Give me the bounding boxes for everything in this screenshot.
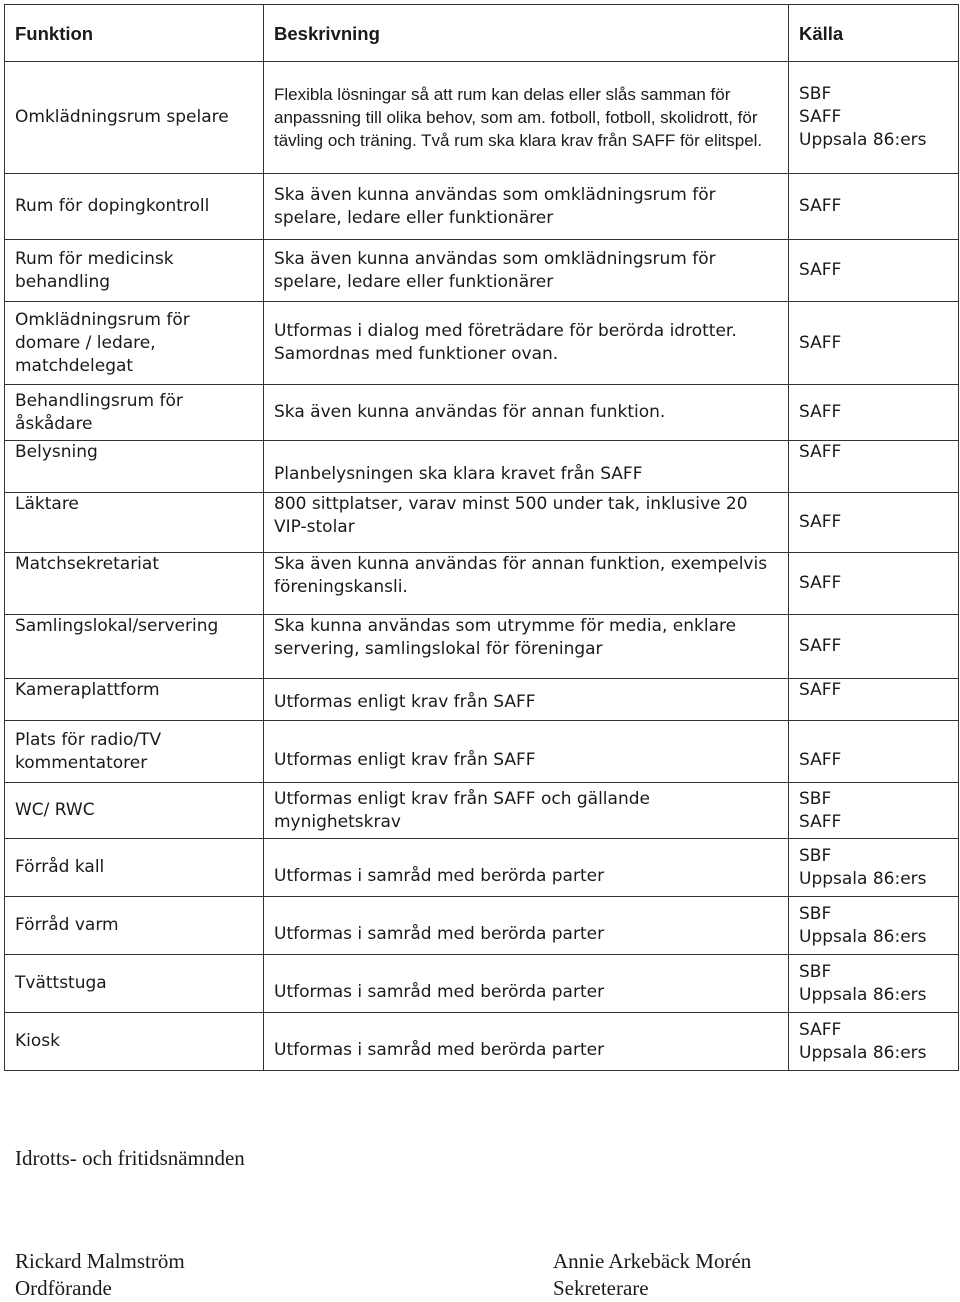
cell-kalla: SAFF xyxy=(789,240,959,302)
cell-beskrivning: Ska även kunna användas som omklädningsrum för spelare, ledare eller funktionärer xyxy=(264,240,789,302)
chair-title: Ordförande xyxy=(15,1276,112,1300)
header-kalla: Källa xyxy=(789,5,959,62)
cell-funktion: Behandlingsrum för åskådare xyxy=(5,385,264,441)
cell-beskrivning: Planbelysningen ska klara kravet från SAFF xyxy=(264,441,789,493)
cell-funktion: Plats för radio/TV kommentatorer xyxy=(5,721,264,783)
cell-beskrivning: Ska kunna användas som utrymme för media, enklare servering, samlingslokal för föreningar xyxy=(264,615,789,679)
cell-funktion: Kiosk xyxy=(5,1013,264,1071)
cell-kalla: SAFF xyxy=(789,302,959,385)
cell-funktion: Belysning xyxy=(5,441,264,493)
table-row xyxy=(5,240,959,302)
chair-name: Rickard Malmström xyxy=(15,1249,185,1273)
cell-funktion: Matchsekretariat xyxy=(5,553,264,615)
table-row xyxy=(5,553,959,615)
cell-funktion: Omklädningsrum spelare xyxy=(5,62,264,174)
cell-beskrivning: Utformas i dialog med företrädare för berörda idrotter. Samordnas med funktioner ovan. xyxy=(264,302,789,385)
cell-funktion: Läktare xyxy=(5,493,264,553)
cell-kalla: SAFF xyxy=(789,493,959,553)
cell-kalla: SAFF Uppsala 86:ers xyxy=(789,1013,959,1071)
cell-kalla: SAFF xyxy=(789,553,959,615)
cell-beskrivning: Utformas enligt krav från SAFF xyxy=(264,679,789,721)
cell-kalla: SBF SAFF xyxy=(789,783,959,839)
cell-kalla: SBF Uppsala 86:ers xyxy=(789,839,959,897)
cell-kalla: SAFF xyxy=(789,174,959,240)
footer-organization: Idrotts- och fritidsnämnden xyxy=(15,1146,245,1170)
cell-beskrivning: Utformas i samråd med berörda parter xyxy=(264,839,789,897)
cell-funktion: Rum för dopingkontroll xyxy=(5,174,264,240)
cell-kalla: SAFF xyxy=(789,441,959,493)
cell-beskrivning: Utformas i samråd med berörda parter xyxy=(264,897,789,955)
table-row xyxy=(5,721,959,783)
function-table xyxy=(4,4,959,1071)
secretary-name: Annie Arkebäck Morén xyxy=(553,1249,752,1273)
cell-kalla: SBF Uppsala 86:ers xyxy=(789,955,959,1013)
cell-kalla: SAFF xyxy=(789,615,959,679)
cell-beskrivning: Ska även kunna användas som omklädningsrum för spelare, ledare eller funktionärer xyxy=(264,174,789,240)
cell-kalla: SAFF xyxy=(789,679,959,721)
header-beskrivning: Beskrivning xyxy=(264,5,789,62)
cell-beskrivning: Utformas enligt krav från SAFF och gällande mynighetskrav xyxy=(264,783,789,839)
signature-chair xyxy=(15,1248,185,1302)
cell-beskrivning: 800 sittplatser, varav minst 500 under tak, inklusive 20 VIP-stolar xyxy=(264,493,789,553)
table-row xyxy=(5,783,959,839)
cell-beskrivning: Utformas i samråd med berörda parter xyxy=(264,955,789,1013)
cell-funktion: Tvättstuga xyxy=(5,955,264,1013)
table-row xyxy=(5,955,959,1013)
cell-kalla: SBF Uppsala 86:ers xyxy=(789,897,959,955)
signature-secretary xyxy=(553,1248,751,1302)
cell-funktion: WC/ RWC xyxy=(5,783,264,839)
cell-beskrivning: Ska även kunna användas för annan funktion, exempelvis föreningskansli. xyxy=(264,553,789,615)
table-row xyxy=(5,1013,959,1071)
cell-beskrivning: Flexibla lösningar så att rum kan delas eller slås samman för anpassning till olika behov, som am. fotboll, fotboll, skolidrott, för tävling och träning. Två rum ska klara krav från SAFF för elitspel. xyxy=(264,62,789,174)
header-funktion: Funktion xyxy=(5,5,264,62)
cell-beskrivning: Utformas i samråd med berörda parter xyxy=(264,1013,789,1071)
table-row xyxy=(5,62,959,174)
table-row xyxy=(5,385,959,441)
cell-beskrivning: Ska även kunna användas för annan funktion. xyxy=(264,385,789,441)
table-row xyxy=(5,441,959,493)
table-row xyxy=(5,615,959,679)
cell-funktion: Förråd varm xyxy=(5,897,264,955)
cell-funktion: Rum för medicinsk behandling xyxy=(5,240,264,302)
cell-funktion: Förråd kall xyxy=(5,839,264,897)
cell-beskrivning: Utformas enligt krav från SAFF xyxy=(264,721,789,783)
cell-kalla: SBF SAFF Uppsala 86:ers xyxy=(789,62,959,174)
cell-kalla: SAFF xyxy=(789,385,959,441)
table-row xyxy=(5,679,959,721)
table-row xyxy=(5,493,959,553)
table-row xyxy=(5,174,959,240)
table-header-row xyxy=(5,5,959,62)
cell-funktion: Omklädningsrum för domare / ledare, matchdelegat xyxy=(5,302,264,385)
cell-funktion: Kameraplattform xyxy=(5,679,264,721)
cell-funktion: Samlingslokal/servering xyxy=(5,615,264,679)
table-row xyxy=(5,302,959,385)
table-row xyxy=(5,897,959,955)
secretary-title: Sekreterare xyxy=(553,1276,649,1300)
table-row xyxy=(5,839,959,897)
cell-kalla: SAFF xyxy=(789,721,959,783)
